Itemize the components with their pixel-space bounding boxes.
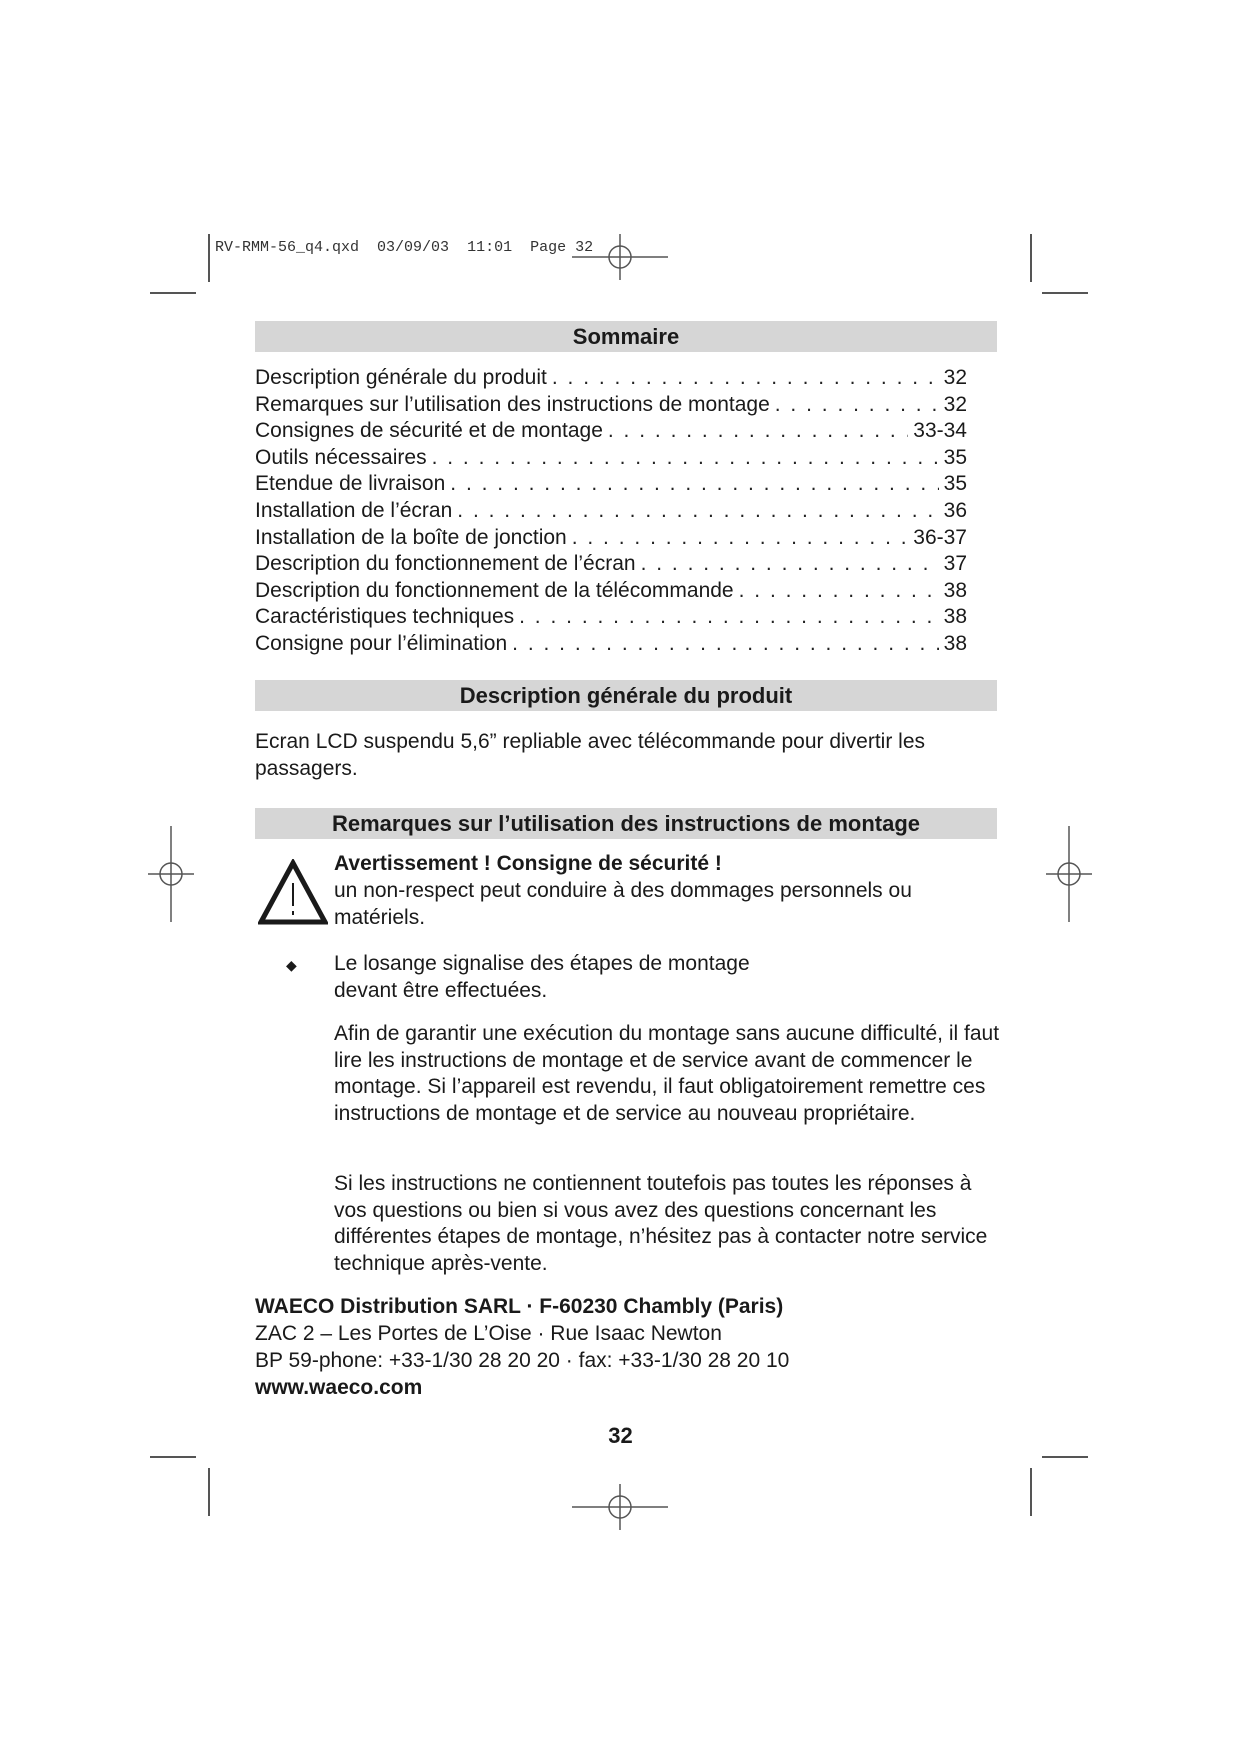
toc-page: 35 <box>943 445 967 469</box>
toc-entry[interactable] <box>255 525 967 552</box>
toc-leader <box>450 471 938 498</box>
toc-page: 32 <box>943 392 967 416</box>
toc-title: Caractéristiques techniques <box>255 605 515 629</box>
toc-title: Consignes de sécurité et de montage <box>255 419 603 443</box>
remarques-heading: Remarques sur l’utilisation des instructions de montage <box>255 808 997 839</box>
toc-title: Remarques sur l’utilisation des instructions de montage <box>255 392 770 416</box>
toc-leader <box>608 418 908 445</box>
website-link[interactable]: www.waeco.com <box>255 1376 423 1399</box>
toc-page: 38 <box>943 631 967 655</box>
toc-leader <box>552 365 939 392</box>
toc-page: 32 <box>943 366 967 389</box>
toc-title: Consigne pour l’élimination <box>255 631 508 655</box>
sommaire-heading: Sommaire <box>255 321 997 352</box>
toc-leader <box>457 498 938 525</box>
toc-title: Installation de la boîte de jonction <box>255 525 567 549</box>
toc-leader <box>739 578 939 605</box>
toc-leader <box>512 631 938 658</box>
toc-leader <box>641 551 939 578</box>
instructions-paragraph-1: Afin de garantir une exécution du montage sans aucune difficulté, il faut lire les instructions de montage et de service avant de commencer le montage. Si l’appareil est revendu, il faut obligatoirement remettre ces instructions de montage et de service au nouveau propriétaire. <box>334 1022 1000 1125</box>
printer-slug <box>215 239 593 256</box>
toc-title: Description générale du produit <box>255 366 547 389</box>
registration-mark-right <box>1051 856 1087 892</box>
toc-page: 38 <box>943 605 967 629</box>
toc-leader <box>519 604 939 631</box>
description-heading: Description générale du produit <box>255 680 997 711</box>
toc-entry[interactable] <box>255 445 967 472</box>
diamond-text: Le losange signalise des étapes de montage devant être effectuées. <box>334 952 750 1002</box>
diamond-icon: ◆ <box>286 957 297 973</box>
toc-page: 35 <box>943 472 967 496</box>
slug-page: Page 32 <box>530 239 594 256</box>
toc-page: 33-34 <box>913 419 967 443</box>
warning-text: un non-respect peut conduire à des dommages personnels ou matériels. <box>334 879 912 929</box>
crop-mark-top-left-v <box>208 234 210 282</box>
toc-entry[interactable] <box>255 604 967 631</box>
slug-date: 03/09/03 <box>377 239 450 256</box>
registration-mark-bottom <box>602 1489 638 1525</box>
description-text: Ecran LCD suspendu 5,6” repliable avec télécommande pour divertir les passagers. <box>255 730 926 780</box>
instructions-paragraph-2: Si les instructions ne contiennent toutefois pas toutes les réponses à vos questions ou bien si vous avez des questions concernant les différentes étapes de montage, n’hésitez pas à contacter notre service technique après-vente. <box>334 1172 988 1275</box>
toc-entry[interactable] <box>255 418 967 445</box>
crop-mark-bottom-left-h <box>150 1456 196 1458</box>
toc-entry[interactable] <box>255 631 967 658</box>
toc-entry[interactable] <box>255 498 967 525</box>
toc-title: Installation de l’écran <box>255 498 453 522</box>
slug-file: RV-RMM-56_q4.qxd <box>215 239 360 256</box>
warning-title: Avertissement ! Consigne de sécurité ! <box>334 852 722 875</box>
toc-page: 36 <box>943 498 967 522</box>
crop-mark-top-right-v <box>1030 234 1032 282</box>
crop-mark-top-right-h <box>1042 292 1088 294</box>
toc-title: Description du fonctionnement de l’écran <box>255 552 636 576</box>
contact-company: WAECO Distribution SARL · F-60230 Chambly (Paris) <box>255 1295 784 1318</box>
warning-triangle-icon <box>258 859 328 925</box>
table-of-contents <box>255 365 967 658</box>
crop-mark-bottom-left-v <box>208 1468 210 1516</box>
toc-entry[interactable] <box>255 551 967 578</box>
registration-mark-left <box>153 856 189 892</box>
contact-address: ZAC 2 – Les Portes de L’Oise · Rue Isaac Newton <box>255 1322 722 1345</box>
registration-mark-top <box>602 239 638 275</box>
toc-page: 38 <box>943 578 967 602</box>
toc-title: Description du fonctionnement de la télécommande <box>255 578 734 602</box>
toc-leader <box>572 525 909 552</box>
crop-mark-top-left-h <box>150 292 196 294</box>
slug-time: 11:01 <box>467 239 513 256</box>
toc-entry[interactable] <box>255 392 967 419</box>
toc-entry[interactable] <box>255 365 967 392</box>
toc-page: 37 <box>943 552 967 576</box>
toc-title: Outils nécessaires <box>255 445 427 469</box>
toc-leader <box>775 392 939 419</box>
toc-page: 36-37 <box>913 525 967 549</box>
toc-entry[interactable] <box>255 578 967 605</box>
page-number: 32 <box>608 1423 633 1448</box>
toc-entry[interactable] <box>255 471 967 498</box>
toc-title: Etendue de livraison <box>255 472 446 496</box>
crop-mark-bottom-right-h <box>1042 1456 1088 1458</box>
toc-leader <box>432 445 939 472</box>
contact-phone: BP 59-phone: +33-1/30 28 20 20 · fax: +33-1/30 28 20 10 <box>255 1349 790 1372</box>
crop-mark-bottom-right-v <box>1030 1468 1032 1516</box>
